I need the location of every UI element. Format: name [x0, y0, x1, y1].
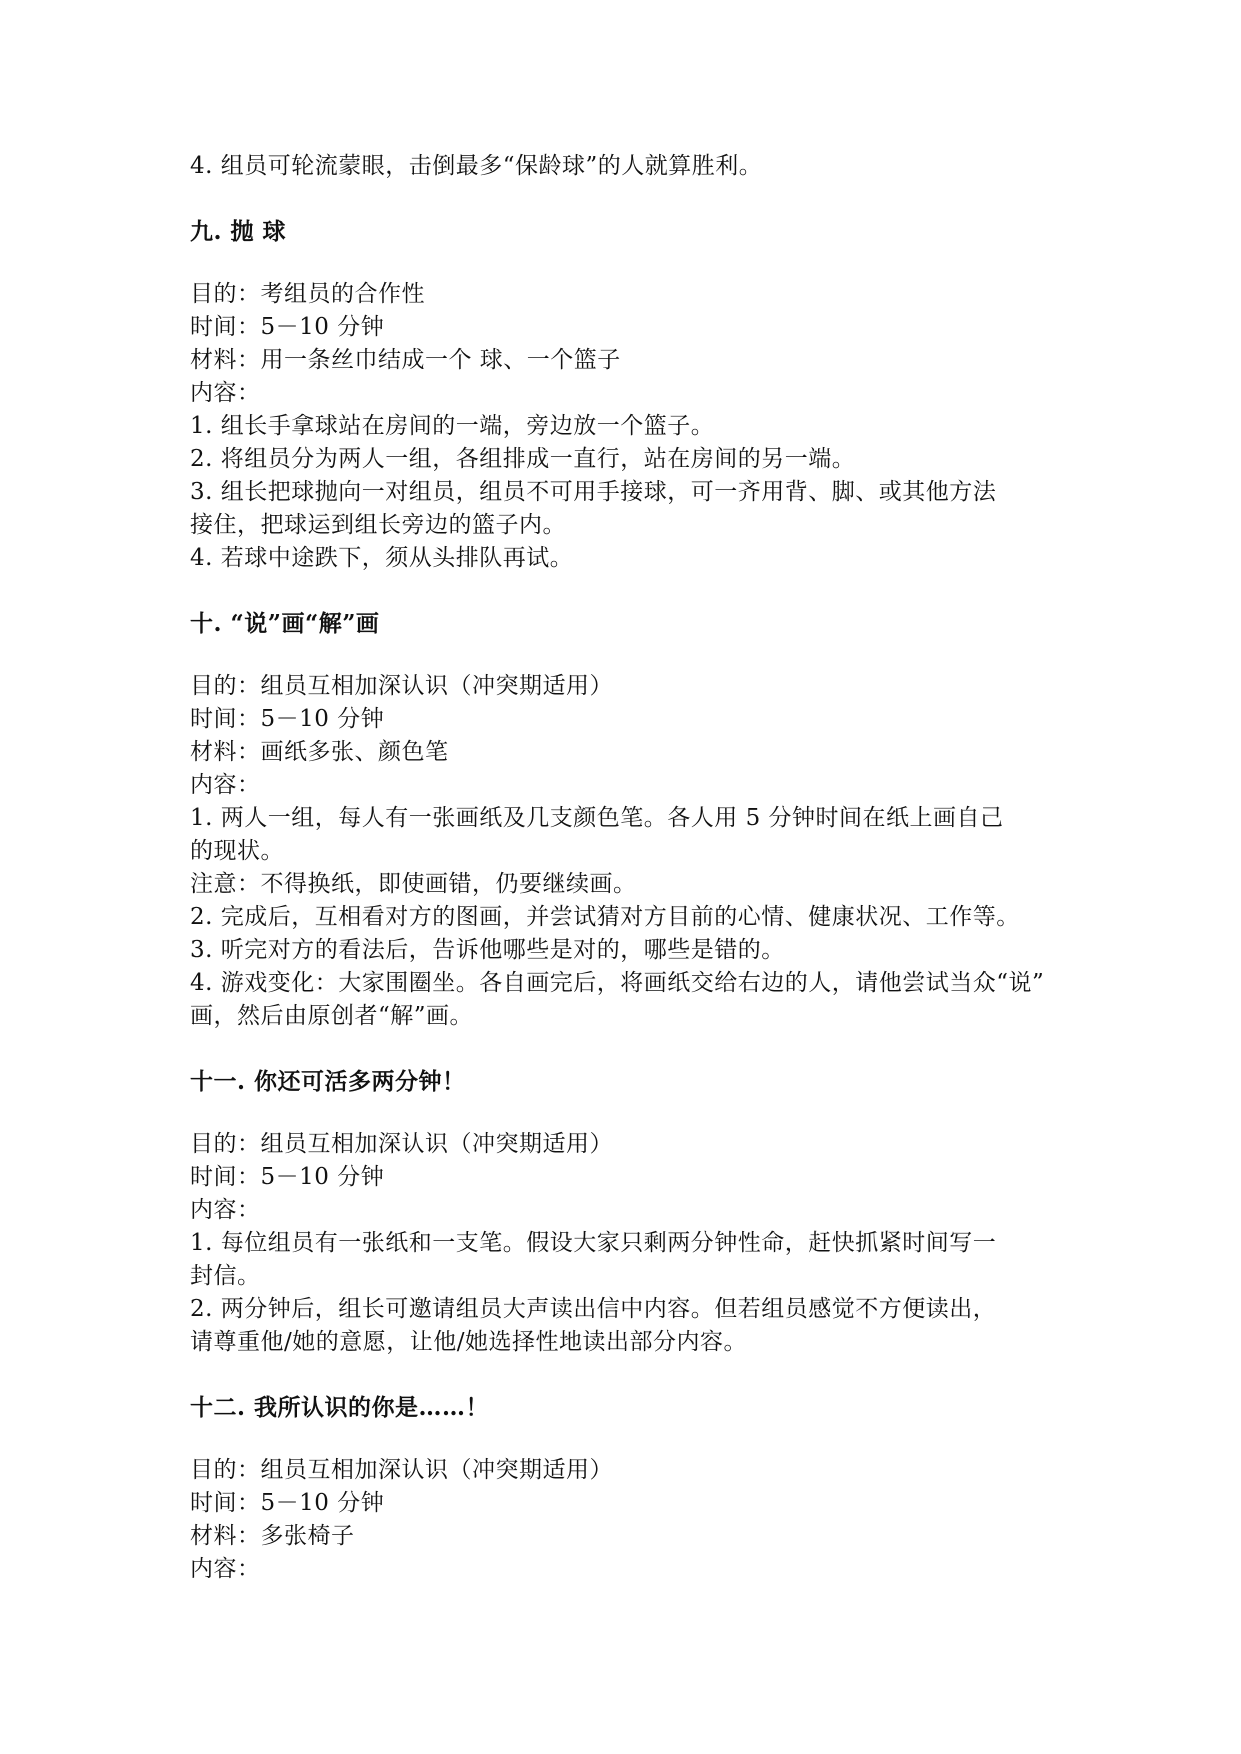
section-9-step-2: 2. 将组员分为两人一组，各组排成一直行，站在房间的另一端。	[190, 446, 856, 472]
section-10-content-label: 内容：	[190, 772, 261, 798]
section-9-materials: 材料：用一条丝巾结成一个 球、一个篮子	[190, 347, 621, 373]
section-9-step-3-cont: 接住，把球运到组长旁边的篮子内。	[190, 512, 566, 538]
section-10-materials: 材料：画纸多张、颜色笔	[190, 739, 449, 765]
section-11-time: 时间：5－10 分钟	[190, 1164, 385, 1190]
section-9-step-4: 4. 若球中途跌下，须从头排队再试。	[190, 545, 574, 571]
section-9-step-1: 1. 组长手拿球站在房间的一端，旁边放一个篮子。	[190, 413, 715, 439]
section-10-step-1-cont: 的现状。	[190, 838, 284, 864]
document-body	[190, 150, 1070, 1586]
section-heading-11: 十一. 你还可活多两分钟！	[190, 1068, 466, 1095]
heading-gap	[190, 1424, 1070, 1454]
section-9-purpose: 目的：考组员的合作性	[190, 281, 425, 307]
section-12-materials: 材料：多张椅子	[190, 1523, 355, 1549]
section-9-step-3: 3. 组长把球抛向一对组员，组员不可用手接球，可一齐用背、脚、或其他方法	[190, 479, 997, 505]
section-10-purpose: 目的：组员互相加深认识（冲突期适用）	[190, 673, 613, 699]
section-12-content-label: 内容：	[190, 1556, 261, 1582]
section-10-step-4: 4. 游戏变化：大家围圈坐。各自画完后，将画纸交给右边的人，请他尝试当众“说”	[190, 970, 1045, 996]
section-heading-9: 九. 抛 球	[190, 218, 287, 245]
heading-gap	[190, 640, 1070, 670]
section-11-step-2: 2. 两分钟后，组长可邀请组员大声读出信中内容。但若组员感觉不方便读出，	[190, 1296, 997, 1322]
section-10-time: 时间：5－10 分钟	[190, 706, 385, 732]
section-9-content-label: 内容：	[190, 380, 261, 406]
section-11-content-label: 内容：	[190, 1197, 261, 1223]
section-9-time: 时间：5－10 分钟	[190, 314, 385, 340]
section-heading-12: 十二. 我所认识的你是……！	[190, 1394, 490, 1421]
section-10-step-3: 3. 听完对方的看法后，告诉他哪些是对的，哪些是错的。	[190, 937, 785, 963]
section-11-step-1: 1. 每位组员有一张纸和一支笔。假设大家只剩两分钟性命，赶快抓紧时间写一	[190, 1230, 997, 1256]
section-10-note: 注意：不得换纸，即使画错，仍要继续画。	[190, 871, 637, 897]
section-11-step-1-cont: 封信。	[190, 1263, 261, 1289]
section-12-purpose: 目的：组员互相加深认识（冲突期适用）	[190, 1457, 613, 1483]
section-12-time: 时间：5－10 分钟	[190, 1490, 385, 1516]
heading-gap	[190, 1098, 1070, 1128]
section-11-purpose: 目的：组员互相加深认识（冲突期适用）	[190, 1131, 613, 1157]
section-gap	[190, 1033, 1070, 1065]
intro-line: 4. 组员可轮流蒙眼，击倒最多“保龄球”的人就算胜利。	[190, 153, 763, 179]
section-gap	[190, 183, 1070, 215]
section-10-step-2: 2. 完成后，互相看对方的图画，并尝试猜对方目前的心情、健康状况、工作等。	[190, 904, 1020, 930]
section-11-step-2-cont: 请尊重他/她的意愿，让他/她选择性地读出部分内容。	[190, 1329, 747, 1355]
section-10-step-4-cont: 画，然后由原创者“解”画。	[190, 1003, 474, 1029]
section-gap	[190, 575, 1070, 607]
heading-gap	[190, 248, 1070, 278]
section-heading-10: 十. “说”画“解”画	[190, 610, 380, 637]
section-10-step-1: 1. 两人一组，每人有一张画纸及几支颜色笔。各人用 5 分钟时间在纸上画自己	[190, 805, 1004, 831]
section-gap	[190, 1359, 1070, 1391]
